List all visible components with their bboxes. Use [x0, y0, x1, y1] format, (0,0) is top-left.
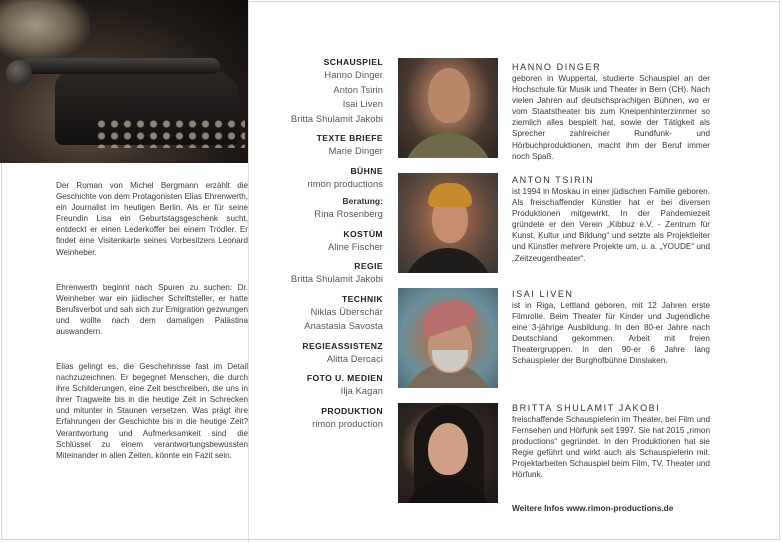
bio-block — [512, 62, 710, 162]
story-paragraph-1: Der Roman von Michel Bergmann erzählt die Geschichte von dem Protagonisten Elias Ehrenwerth, ein Journalist im heutigen Berlin. Als er für seine Freundin Lisa ein Geburtstagsgeschenk sucht, entdeckt er einen Lederkoffer bei einem Trödler. Er findet eine Visitenkarte seines Vorbesitzers Leonard Weinheber. — [56, 181, 248, 257]
bio-name: BRITTA SHULAMIT JAKOBI — [512, 403, 661, 413]
credit-name: Hanno Dinger — [324, 70, 383, 80]
credit-role-kostuem: KOSTÜM — [343, 228, 383, 239]
credit-name: Rina Rosenberg — [314, 209, 383, 219]
credit-name: Britta Shulamit Jakobi — [290, 274, 383, 284]
bio-block — [512, 289, 710, 367]
portrait-isai-liven — [398, 288, 498, 388]
credit-name: Britta Shulamit Jakobi — [290, 113, 383, 124]
credit-name: Marie Dinger — [328, 146, 383, 156]
credit-name: Anton Tsirin — [333, 84, 383, 95]
credit-role-technik: TECHNIK — [342, 293, 383, 304]
credit-role-texte: TEXTE BRIEFE — [316, 133, 383, 143]
bio-name: ANTON TSIRIN — [512, 175, 595, 185]
credit-name: rimon productions — [307, 178, 383, 189]
bio-text: freischaffende Schauspielerin im Theater, bei Film und Fernsehen und Hörfunk seit 1997. Sie hat 2015 „rimon productions“ gegründet. In den Produktionen hat sie Regie geführt und wirkt auch als Schauspielerin mit. Projektarbeiten Schauspiel beim Film, TV, Theater und Hörfunk. — [512, 415, 710, 480]
credit-role-regie: REGIE — [354, 261, 383, 271]
portrait-hanno-dinger — [398, 58, 498, 158]
credit-name: Alitta Dercaci — [326, 353, 383, 364]
bio-block — [512, 403, 710, 481]
credit-name: Anastasia Savosta — [304, 321, 383, 331]
credit-name: Aline Fischer — [327, 241, 383, 252]
typewriter-photo — [0, 0, 248, 163]
bio-text: geboren in Wuppertal, studierte Schauspiel an der Hochschule für Musik und Theater in Bern (CH). Nach vielen Jahren auf deutschsprachigen Bühnen, wo er vom Staatstheater bis zum Kneipenhinterzimmer so ziemlich alles bespielt hat, sowie der Tätigkeit als Sprecher zahlreicher Rundfunk- und Hörbuchproduktionen, macht ihm der Beruf immer noch Spaß. — [512, 74, 710, 161]
bio-block — [512, 175, 710, 264]
more-info-link[interactable]: Weitere Infos www.rimon-productions.de — [512, 503, 674, 513]
credit-name: Niklas Überschär — [310, 306, 383, 317]
portrait-anton-tsirin — [398, 173, 498, 273]
bio-name: HANNO DINGER — [512, 62, 602, 72]
credit-note-beratung: Beratung: — [342, 196, 383, 206]
credit-role-regieassistenz: REGIEASSISTENZ — [302, 340, 383, 351]
story-paragraph-2: Ehrenwerth beginnt nach Spuren zu suchen: Dr. Weinheber war ein jüdischer Schriftsteller, er hatte Berufsverbot und sah sich zur Emigration gezwungen und wollte nach dem damaligen Palästina auswandern. — [56, 283, 248, 337]
bio-name: ISAI LIVEN — [512, 289, 574, 299]
story-paragraph-3: Elias gelingt es, die Geschehnisse fast im Detail nachzuzeichnen. Er begegnet Menschen, die durch ihre Schilderungen, eine Zeit beschreiben, die uns in ihrer Tragweite bis in die heutige Zeit in Schrecken und mitunter in Staunen versetzen. Was prägt ihre Erfahrungen der Geschichte bis in die heutige Zeit? Verantwortung und Aufmerksamkeit sind die Schlüssel zu einem verantwortungsbewussten Miteinander in allen Zeiten, könnte ein Fazit sein. — [56, 362, 248, 460]
credit-role-foto: FOTO U. MEDIEN — [306, 373, 383, 383]
bio-text: ist 1994 in Moskau in einer jüdischen Familie geboren. Als freischaffender Künstler hat er bei diversen Produktionen mitgewirkt. In der Pandemiezeit gründete er den Verein „Kibbuz e.V. - Zentrum für Kunst, Kultur und Bildung“ und setzte als Projektleiter und Künstler mehrere Projekte um, u. a. „YOUDE“ und „Zeitzeugentheater“. — [512, 187, 710, 263]
credit-role-buehne: BÜHNE — [350, 165, 383, 176]
portrait-britta-jakobi — [398, 403, 498, 503]
credits-list — [233, 56, 383, 431]
bio-text: ist in Riga, Lettland geboren, mit 12 Jahren erste Filmrolle. Beim Theater für Kinder und Jugendliche eine 3-jährige Ausbildung. In den 80-er Jahre nach Deutschland gekommen. Arbeit mit freien Theatergruppen. In den 90-er 6 Jahre lang Schauspieler der Burghofbühne Dinslaken. — [512, 301, 710, 366]
credit-name: Ilja Kagan — [340, 386, 383, 396]
credit-role-schauspiel: SCHAUSPIEL — [323, 57, 383, 67]
credit-name: rimon production — [312, 418, 383, 429]
credit-role-produktion: PRODUKTION — [321, 405, 383, 416]
credit-name: Isai Liven — [342, 99, 383, 109]
